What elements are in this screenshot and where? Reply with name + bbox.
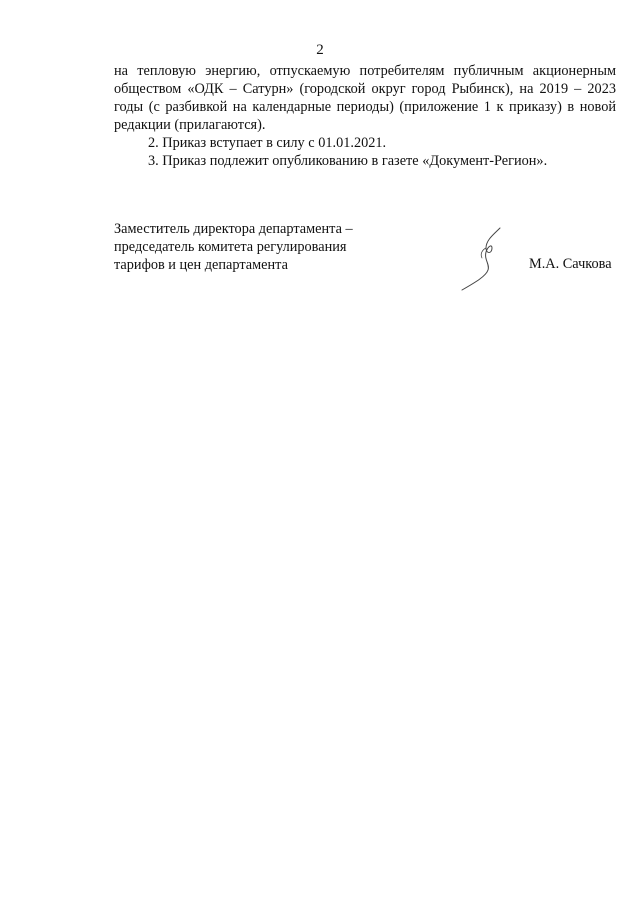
position-line-3: тарифов и цен департамента xyxy=(114,257,288,273)
paragraph-2: 2. Приказ вступает в силу с 01.01.2021. xyxy=(148,135,387,151)
position-line-2: председатель комитета регулирования xyxy=(114,239,347,255)
signatory-position xyxy=(114,220,353,274)
position-line-1: Заместитель директора департамента – xyxy=(114,221,353,237)
signatory-name: М.А. Сачкова xyxy=(529,256,612,272)
handwritten-signature xyxy=(456,224,516,294)
page-number: 2 xyxy=(316,42,324,58)
document-body xyxy=(114,62,616,170)
paragraph-1: на тепловую энергию, отпускаемую потребителям публичным акционерным обществом «ОДК – Сатурн» (городской округ город Рыбинск), на 2019 – 2023 годы (с разбивкой на календарные периоды) (приложение 1 к приказу) в новой редакции (прилагаются). xyxy=(114,63,616,133)
paragraph-3: 3. Приказ подлежит опубликованию в газете «Документ-Регион». xyxy=(148,153,548,169)
